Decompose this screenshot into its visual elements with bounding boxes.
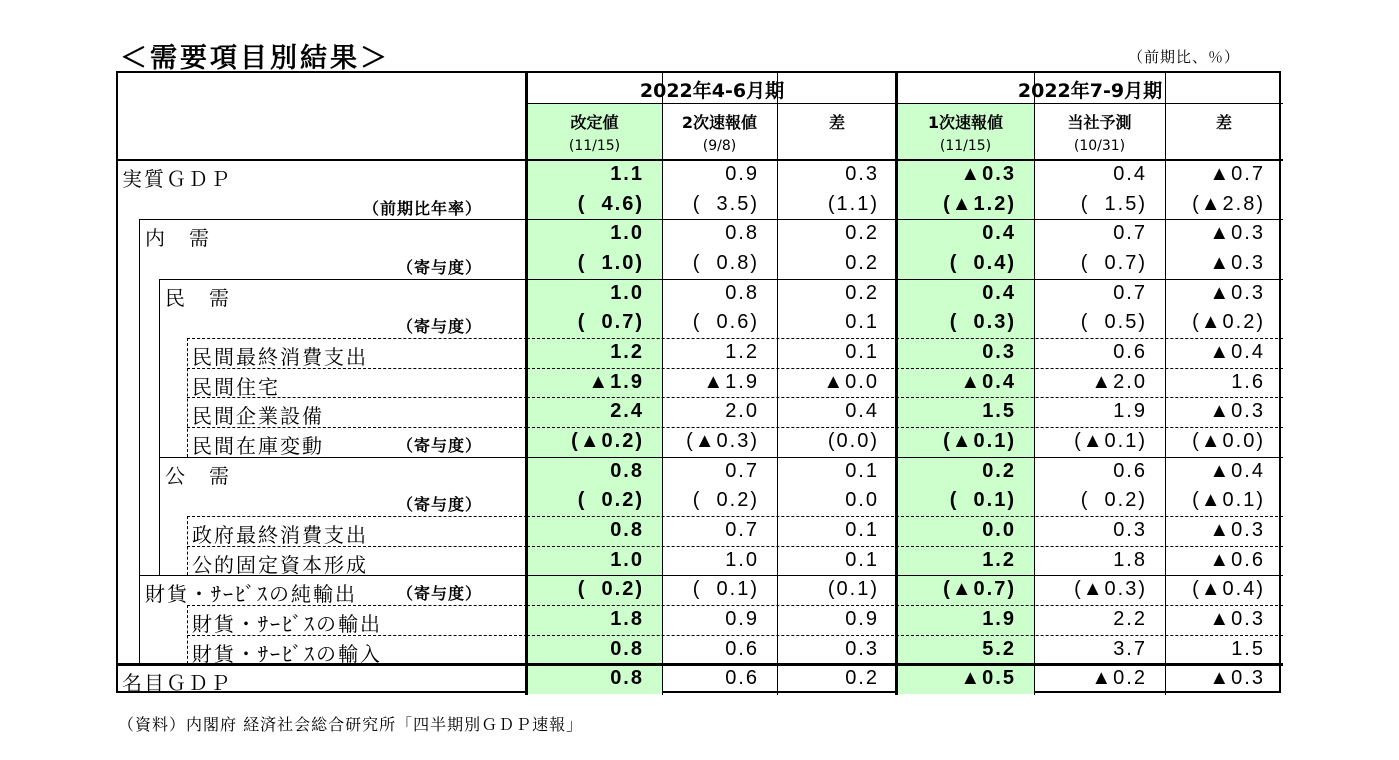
row-divider [187, 516, 527, 517]
row-divider [139, 219, 1283, 220]
column-header-label: 改定値 [570, 113, 619, 132]
table-cell: (▲0.2) [1192, 311, 1265, 334]
divider [527, 103, 1283, 104]
table-cell: 0.2 [982, 459, 1016, 482]
row-divider [527, 338, 1283, 339]
column-divider [662, 73, 663, 695]
table-cell: 1.0 [725, 548, 759, 571]
row-divider [187, 368, 527, 369]
indent-line-dotted [187, 605, 188, 664]
row-sublabel: （寄与度） [396, 258, 482, 277]
table-cell: ▲0.7 [1209, 163, 1265, 185]
row-divider [159, 279, 1283, 280]
row-divider [527, 397, 1283, 398]
table-cell: ( 0.5) [1080, 311, 1147, 334]
table-cell: 1.0 [610, 548, 644, 571]
row-label: 民間在庫変動 [192, 434, 324, 459]
row-divider [527, 605, 1283, 606]
page-title: ＜需要項目別結果＞ [120, 43, 390, 74]
table-cell: 0.6 [1113, 341, 1147, 364]
row-divider [187, 397, 527, 398]
table-cell: (▲0.4) [1192, 578, 1265, 601]
row-sublabel: （寄与度） [396, 584, 482, 604]
table-cell: 1.2 [610, 341, 644, 364]
row-divider [159, 457, 1283, 458]
table-cell: ▲2.0 [1091, 370, 1147, 393]
table-cell: 0.3 [982, 341, 1016, 364]
row-sublabel: （寄与度） [396, 317, 482, 337]
row-divider [118, 159, 1283, 161]
table-cell: 0.3 [845, 163, 879, 185]
table-cell: 1.8 [1113, 548, 1147, 571]
source-note: （資料）内閣府 経済社会総合研究所「四半期別ＧＤＰ速報」 [118, 715, 584, 734]
table-cell: 1.2 [982, 548, 1016, 571]
table-cell: ( 0.2) [577, 578, 644, 601]
table-cell: 0.7 [725, 519, 759, 542]
table-cell: 0.8 [725, 281, 759, 304]
table-cell: 0.0 [982, 519, 1016, 542]
table-cell: 0.2 [845, 222, 879, 245]
table-cell: 1.6 [1231, 370, 1265, 393]
table-cell: 0.9 [725, 608, 759, 631]
table-cell: ( 0.2) [577, 489, 644, 512]
table-cell: ( 1.5) [1080, 192, 1147, 215]
indent-line-dotted [187, 338, 188, 457]
table-cell: ▲0.2 [1091, 667, 1147, 690]
column-header-date: (9/8) [702, 138, 737, 154]
table-cell: ▲0.6 [1209, 548, 1265, 571]
table-cell: (▲1.2) [943, 192, 1016, 215]
row-divider [187, 546, 527, 547]
row-label: 民間企業設備 [192, 404, 324, 429]
table-cell: 0.1 [845, 341, 879, 364]
table-cell: 0.7 [1113, 281, 1147, 304]
period-header: 2022年7-9月期 [1017, 80, 1163, 102]
table-cell: 0.2 [845, 667, 879, 690]
row-label: 内 需 [145, 226, 211, 251]
row-divider [187, 338, 527, 339]
table-cell: (▲0.3) [686, 430, 759, 453]
table-cell: 0.4 [982, 222, 1016, 245]
row-sublabel: （前期比年率） [362, 198, 482, 218]
table-cell: ( 1.0) [577, 252, 644, 274]
column-divider [525, 73, 528, 695]
row-divider [187, 635, 527, 636]
column-divider [895, 73, 898, 695]
column-divider [1165, 73, 1166, 695]
column-header-date: (11/15) [568, 138, 621, 154]
table-cell: 1.2 [725, 341, 759, 364]
table-cell: 0.1 [845, 519, 879, 542]
table-cell: ▲0.3 [1209, 222, 1265, 245]
table-cell: ( 0.8) [692, 252, 759, 274]
row-divider [527, 427, 1283, 428]
row-divider [139, 575, 1283, 576]
row-label: 公的固定資本形成 [192, 552, 368, 577]
table-cell: ( 0.6) [692, 311, 759, 334]
table-cell: 0.4 [845, 400, 879, 423]
table-cell: 0.0 [845, 489, 879, 512]
table-cell: 0.1 [845, 459, 879, 482]
table-cell: ( 0.3) [949, 311, 1016, 334]
table-cell: 1.1 [610, 163, 644, 185]
table-cell: 1.8 [610, 608, 644, 631]
table-cell: ( 0.1) [692, 578, 759, 601]
table-cell: 2.0 [725, 400, 759, 423]
table-cell: 0.8 [610, 459, 644, 482]
table-cell: ▲0.3 [1209, 667, 1265, 690]
column-header-date: (11/15) [939, 138, 992, 154]
column-divider [777, 73, 778, 695]
table-cell: 1.9 [982, 608, 1016, 631]
row-divider [187, 427, 527, 428]
table-cell: 1.9 [1113, 400, 1147, 423]
row-label: 財貨・ｻｰﾋﾞｽの輸入 [192, 641, 382, 666]
table-cell: ▲0.3 [960, 163, 1016, 185]
unit-note: （前期比、％） [1128, 48, 1241, 66]
table-cell: ▲1.9 [588, 370, 644, 393]
row-divider [118, 663, 1283, 666]
table-cell: 0.9 [725, 163, 759, 185]
row-sublabel: （寄与度） [396, 495, 482, 515]
table-cell: ( 0.2) [692, 489, 759, 512]
column-header-label: 2次速報値 [681, 113, 758, 132]
table-cell: ( 0.7) [1080, 252, 1147, 274]
table-cell: ▲0.3 [1209, 608, 1265, 631]
row-label: 公 需 [165, 463, 231, 488]
table-cell: ( 0.2) [1080, 489, 1147, 512]
period-header: 2022年4-6月期 [639, 80, 785, 102]
table-cell: 1.5 [1231, 637, 1265, 660]
column-header-label: 1次速報値 [927, 113, 1004, 132]
table-cell: 0.8 [610, 519, 644, 542]
table-cell: 2.2 [1113, 608, 1147, 631]
table-cell: 3.7 [1113, 637, 1147, 660]
table-cell: 0.1 [845, 311, 879, 334]
row-label: 民 需 [165, 285, 231, 310]
table-cell: (▲0.1) [943, 430, 1016, 453]
table-cell: ( 3.5) [692, 192, 759, 215]
row-divider [527, 516, 1283, 517]
row-label: 財貨・ｻｰﾋﾞｽの輸出 [192, 612, 382, 637]
table-cell: 0.7 [725, 459, 759, 482]
table-cell: ▲0.3 [1209, 252, 1265, 274]
table-cell: 0.3 [845, 637, 879, 660]
table-cell: 0.6 [725, 667, 759, 690]
table-cell: 0.9 [845, 608, 879, 631]
table-cell: 0.3 [1113, 519, 1147, 542]
table-cell: ( 4.6) [577, 192, 644, 215]
table-cell: ▲0.5 [960, 667, 1016, 690]
indent-line [139, 219, 140, 664]
table-cell: 0.8 [610, 637, 644, 660]
table-cell: 0.7 [1113, 222, 1147, 245]
table-cell: (▲0.1) [1074, 430, 1147, 453]
row-label: 名目ＧＤＰ [122, 671, 232, 696]
table-cell: ( 0.1) [949, 489, 1016, 512]
row-divider [187, 605, 527, 606]
table-cell: (▲0.7) [943, 578, 1016, 601]
table-cell: (▲0.0) [1192, 430, 1265, 453]
row-label: 政府最終消費支出 [192, 523, 368, 548]
row-sublabel: （寄与度） [396, 436, 482, 456]
table-cell: ▲0.4 [1209, 341, 1265, 364]
table-cell: ▲0.3 [1209, 281, 1265, 304]
table-cell: 1.0 [610, 281, 644, 304]
table-cell: 1.0 [610, 222, 644, 245]
table-cell: 1.5 [982, 400, 1016, 423]
table-cell: ( 0.4) [949, 252, 1016, 274]
table-cell: (0.1) [827, 578, 879, 601]
table-cell: 0.4 [1113, 163, 1147, 185]
table-cell: ▲0.4 [960, 370, 1016, 393]
table-cell: 5.2 [982, 637, 1016, 660]
table-cell: 0.6 [725, 637, 759, 660]
table-cell: 0.1 [845, 548, 879, 571]
table-cell: ▲0.3 [1209, 519, 1265, 542]
table-cell: 2.4 [610, 400, 644, 423]
row-label: 実質ＧＤＰ [122, 167, 232, 191]
table-cell: ( 0.7) [577, 311, 644, 334]
column-header-label: 差 [828, 113, 845, 132]
row-label: 民間住宅 [192, 374, 280, 399]
table-cell: (1.1) [827, 192, 879, 215]
table-cell: (▲0.1) [1192, 489, 1265, 512]
table-cell: ▲0.0 [823, 370, 879, 393]
table-cell: (0.0) [827, 430, 879, 453]
row-label: 民間最終消費支出 [192, 345, 368, 370]
row-label: 財貨・ｻｰﾋﾞｽの純輸出 [145, 582, 357, 607]
table-cell: (▲2.8) [1192, 192, 1265, 215]
column-header-date: (10/31) [1073, 138, 1126, 154]
table-cell: 0.8 [610, 667, 644, 690]
column-header-label: 差 [1215, 113, 1232, 132]
table-cell: 0.2 [845, 281, 879, 304]
table-cell: 0.6 [1113, 459, 1147, 482]
table-cell: ▲1.9 [703, 370, 759, 393]
column-header-label: 当社予測 [1067, 113, 1132, 132]
table-cell: 0.8 [725, 222, 759, 245]
table-cell: ▲0.4 [1209, 459, 1265, 482]
table-cell: (▲0.3) [1074, 578, 1147, 601]
row-divider [527, 635, 1283, 636]
table-cell: 0.2 [845, 252, 879, 274]
row-divider [527, 368, 1283, 369]
gdp-demand-table [116, 71, 1281, 696]
table-cell: ▲0.3 [1209, 400, 1265, 423]
column-divider [1034, 73, 1035, 695]
table-cell: 0.4 [982, 281, 1016, 304]
indent-line-dotted [187, 516, 188, 575]
indent-line [159, 279, 160, 576]
table-cell: (▲0.2) [571, 430, 644, 453]
row-divider [527, 546, 1283, 547]
